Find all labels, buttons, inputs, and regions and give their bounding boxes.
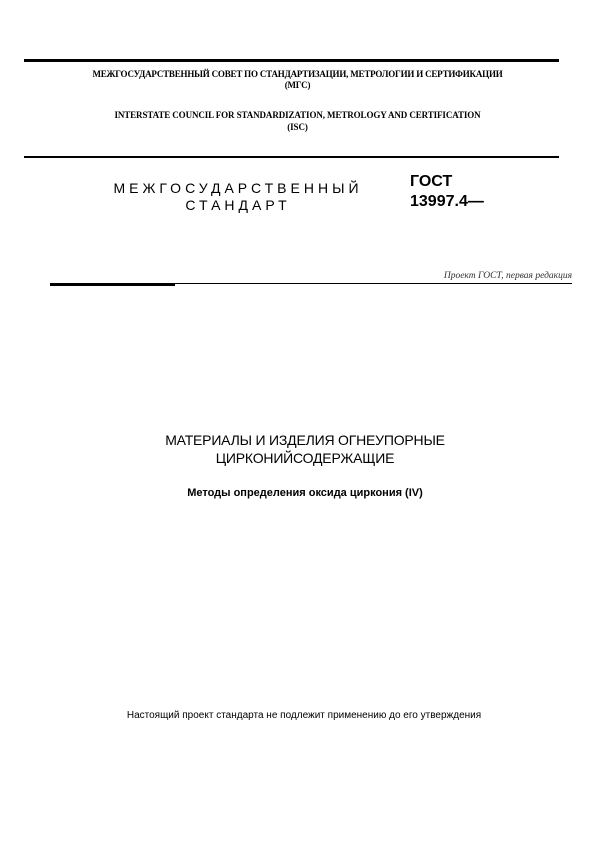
gost-number: 13997.4—: [410, 193, 484, 210]
interstate-standard-label: [88, 180, 388, 214]
approval-notice: Настоящий проект стандарта не подлежит применению до его утверждения: [126, 710, 482, 721]
council-name-ru: [24, 69, 571, 91]
council-abbr-en: (ISC): [287, 122, 308, 132]
council-name-en-line1: INTERSTATE COUNCIL FOR STANDARDIZATION, METROLOGY AND CERTIFICATION: [114, 110, 481, 120]
top-rule: [24, 59, 559, 62]
document-subtitle: Методы определения оксида циркония (IV): [187, 487, 423, 499]
document-title-line1: МАТЕРИАЛЫ И ИЗДЕЛИЯ ОГНЕУПОРНЫЕ: [165, 432, 445, 448]
gost-designation: [410, 172, 484, 212]
document-title-line2: ЦИРКОНИЙСОДЕРЖАЩИЕ: [215, 450, 395, 466]
gost-label: ГОСТ: [410, 173, 453, 190]
standard-divider-accent: [50, 283, 175, 286]
document-title: [60, 431, 550, 467]
council-abbr-ru: (МГС): [284, 80, 311, 90]
interstate-label-line1: МЕЖГОСУДАРСТВЕННЫЙ: [113, 180, 363, 196]
header-divider: [24, 156, 559, 158]
interstate-label-line2: СТАНДАРТ: [185, 197, 291, 213]
council-name-ru-line1: МЕЖГОСУДАРСТВЕННЫЙ СОВЕТ ПО СТАНДАРТИЗАЦИИ, МЕТРОЛОГИИ И СЕРТИФИКАЦИИ: [92, 69, 503, 79]
draft-note: Проект ГОСТ, первая редакция: [443, 271, 572, 281]
council-name-en: [24, 109, 571, 133]
